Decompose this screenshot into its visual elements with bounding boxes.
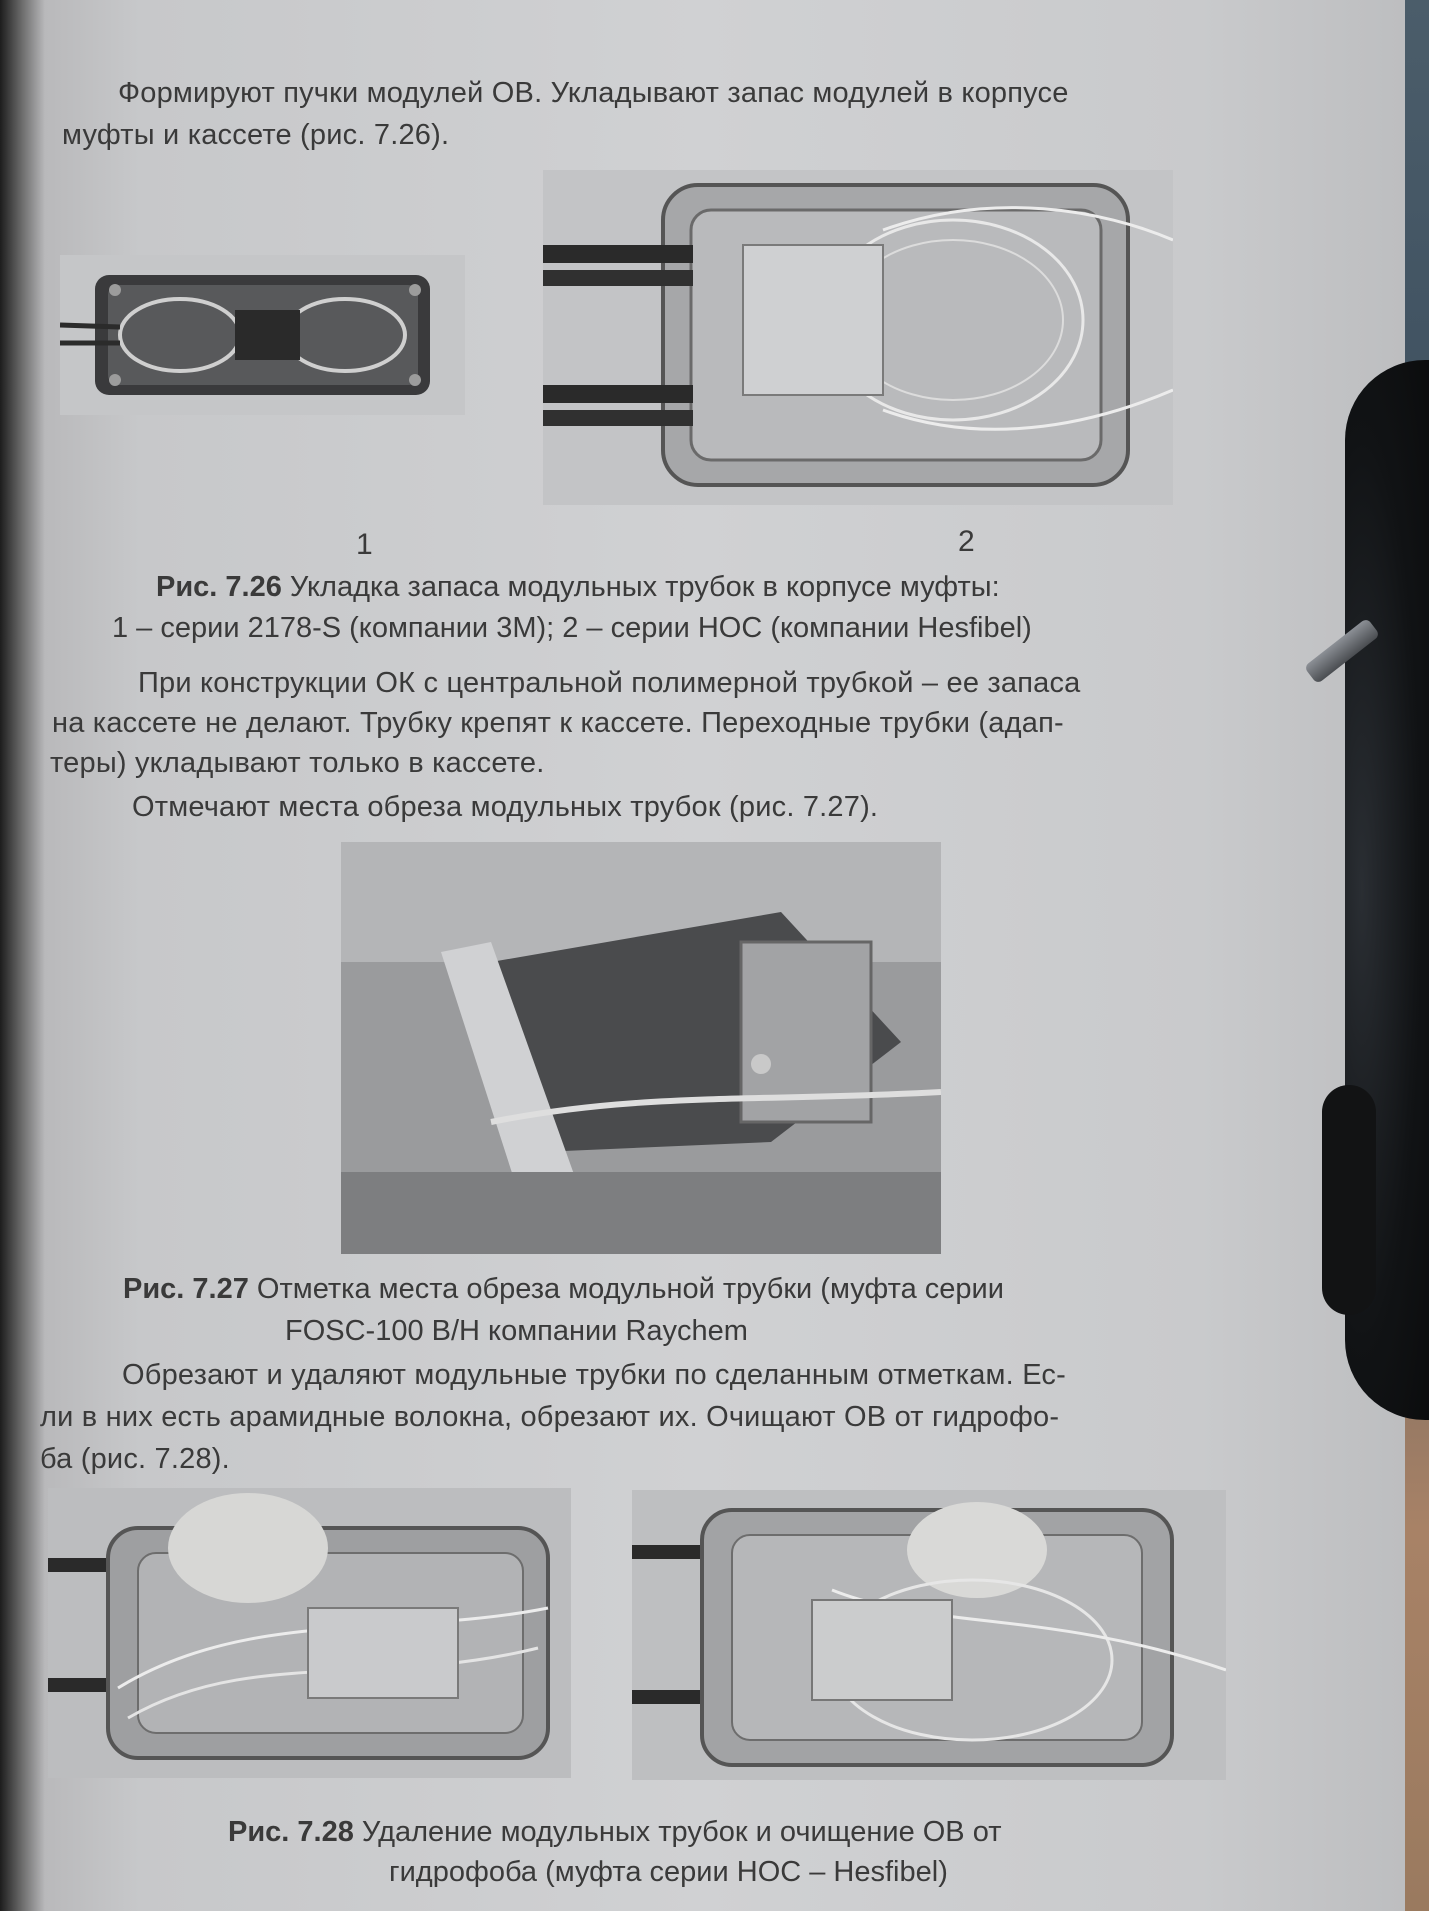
figure-7-28-photo-left <box>48 1488 571 1778</box>
figure-7-27-photo <box>341 842 941 1254</box>
figure-7-26-photo-2 <box>543 170 1173 505</box>
figure-7-27-caption-line-2: FOSC-100 B/H компании Raychem <box>285 1315 748 1347</box>
figure-7-28-caption-line-2: гидрофоба (муфта серии НОС – Hesfibel) <box>389 1856 948 1888</box>
bag-strap-loop <box>1322 1085 1376 1315</box>
figure-7-27-caption-text: Отметка места обреза модульной трубки (муфта серии <box>256 1273 1004 1305</box>
figure-7-28-caption-number: Рис. 7.28 <box>228 1816 354 1848</box>
figure-7-28-photo-right <box>632 1490 1226 1780</box>
paragraph-3-line-1: Отмечают места обреза модульных трубок (рис. 7.27). <box>132 791 879 823</box>
figure-7-26-label-2: 2 <box>958 525 975 558</box>
paragraph-4-line-1: Обрезают и удаляют модульные трубки по сделанным отметкам. Ес- <box>122 1359 1066 1391</box>
figure-7-26-photo-1 <box>60 255 465 415</box>
figure-7-26-caption-line-1 <box>156 570 1000 604</box>
paragraph-1-line-2: муфты и кассете (рис. 7.26). <box>62 119 450 151</box>
paragraph-2-line-2: на кассете не делают. Трубку крепят к кассете. Переходные трубки (адап- <box>52 707 1064 739</box>
figure-7-27-caption-line-1 <box>123 1272 1004 1306</box>
figure-7-26-label-1: 1 <box>356 528 373 561</box>
paragraph-2-line-1: При конструкции ОК с центральной полимерной трубкой – ее запаса <box>138 667 1081 699</box>
figure-7-28-caption-line-1 <box>228 1815 1001 1849</box>
paragraph-4-line-2: ли в них есть арамидные волокна, обрезают их. Очищают ОВ от гидрофо- <box>40 1401 1060 1433</box>
paragraph-4-line-3: ба (рис. 7.28). <box>40 1443 230 1475</box>
figure-7-26-caption-line-2: 1 – серии 2178-S (компании 3М); 2 – серии НОС (компании Hesfibel) <box>112 612 1032 644</box>
figure-7-28-caption-text: Удаление модульных трубок и очищение ОВ от <box>361 1816 1002 1848</box>
figure-7-26-caption-number: Рис. 7.26 <box>156 571 282 603</box>
figure-7-27-caption-number: Рис. 7.27 <box>123 1273 249 1305</box>
figure-7-26-caption-text: Укладка запаса модульных трубок в корпусе муфты: <box>289 571 1000 603</box>
paragraph-1-line-1: Формируют пучки модулей ОВ. Укладывают запас модулей в корпусе <box>118 77 1069 109</box>
paragraph-2-line-3: теры) укладывают только в кассете. <box>50 747 545 779</box>
